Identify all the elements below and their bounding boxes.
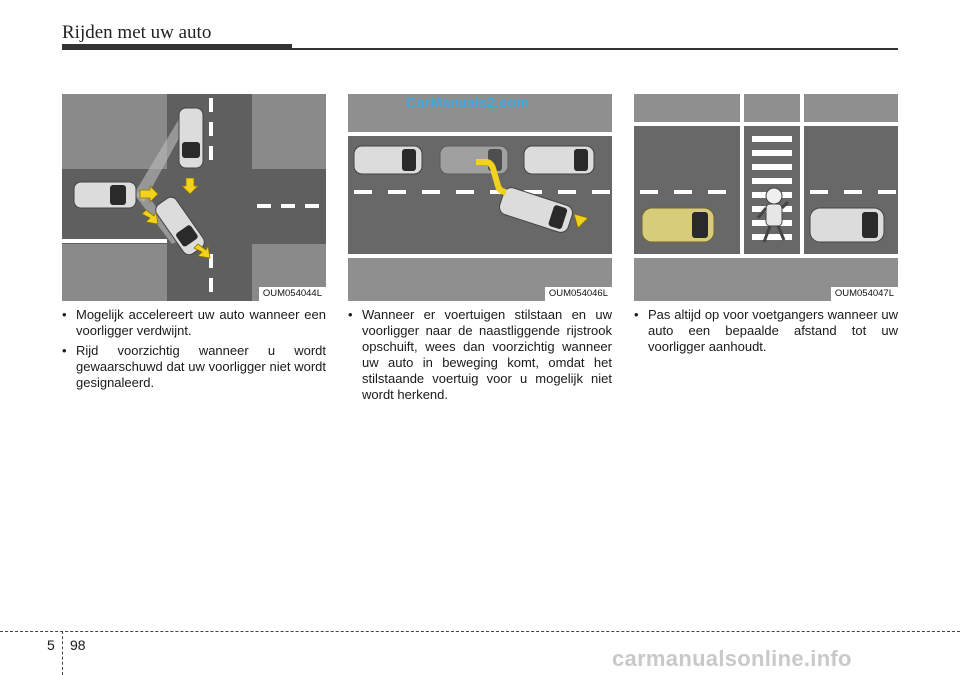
- figure-pedestrian-crossing: [634, 94, 898, 301]
- lane-change-illustration: [348, 94, 612, 301]
- car-icon: [74, 182, 136, 208]
- car-icon: [642, 208, 714, 242]
- figure-code: OUM054046L: [545, 287, 612, 301]
- footer-divider: [62, 631, 63, 675]
- bullet-item: • Mogelijk accelereert uw auto wanneer een voorligger verdwijnt.: [62, 307, 326, 338]
- figure-lane-change: [348, 94, 612, 301]
- figure-intersection: [62, 94, 326, 301]
- page-number: 98: [70, 637, 86, 653]
- text-column-1: [62, 307, 326, 395]
- figure-code: OUM054044L: [259, 287, 326, 301]
- section-number: 5: [47, 637, 55, 653]
- pedestrian-crossing-illustration: [634, 94, 898, 301]
- watermark-text: CarManuals2.com: [406, 94, 529, 110]
- text-column-2: [348, 307, 612, 407]
- footer-watermark: carmanualsonline.info: [612, 646, 852, 671]
- intersection-illustration: [62, 94, 326, 301]
- bullet-item: • Wanneer er voertuigen stilstaan en uw voorligger naar de naastliggende rijstrook opschuift, wees dan voorzichtig wanneer uw auto in beweging komt, omdat het stilstaande voertuig voor u mogelijk niet wordt herkend.: [348, 307, 612, 402]
- bullet-item: • Pas altijd op voor voetgangers wanneer uw auto een bepaalde afstand tot uw voorligger aanhoudt.: [634, 307, 898, 354]
- header-rule-thick: [62, 44, 292, 50]
- footer-rule: [0, 631, 960, 632]
- bullet-item: • Rijd voorzichtig wanneer u wordt gewaarschuwd dat uw voorligger niet wordt gesignaleerd.: [62, 343, 326, 390]
- figure-code: OUM054047L: [831, 287, 898, 301]
- section-title: Rijden met uw auto: [62, 22, 212, 43]
- text-column-3: [634, 307, 898, 359]
- header-rule-thin: [292, 48, 898, 50]
- car-icon: [354, 146, 422, 174]
